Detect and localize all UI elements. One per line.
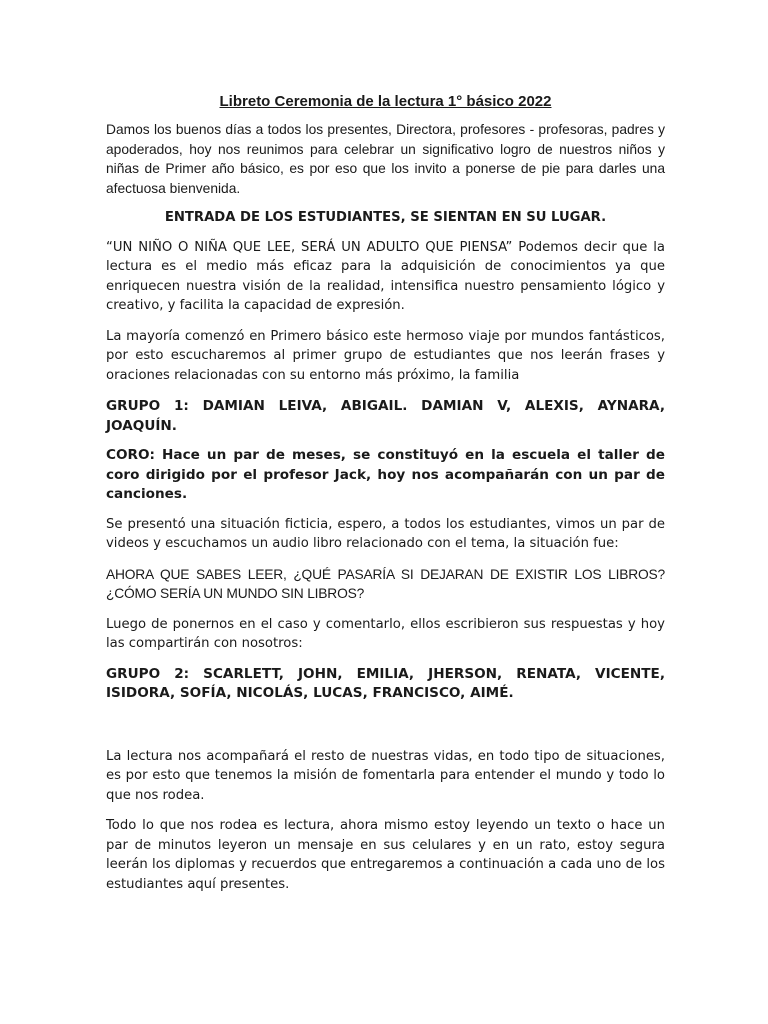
paragraph-welcome: Damos los buenos días a todos los presentes, Directora, profesores - profesoras, padres y apoderados, hoy nos reunimos para celebrar un significativo logro de nuestros niños y niñas de Primer año básico, es por eso que los invito a ponerse de pie para darles una afectuosa bienvenida. — [106, 122, 665, 196]
paragraph-students-entrance: ENTRADA DE LOS ESTUDIANTES, SE SIENTAN EN SU LUGAR. — [164, 210, 607, 225]
paragraph-reading-quote: “UN NIÑO O NIÑA QUE LEE, SERÁ UN ADULTO QUE PIENSA” Podemos decir que la lectura es el medio más eficaz para la adquisición de conocimientos ya que enriquecen nuestra visión de la realidad, intensifica nuestro pensamiento lógico y creativo, y facilita la capacidad de expresión. — [106, 239, 665, 313]
paragraph-first-grade-journey: La mayoría comenzó en Primero básico este hermoso viaje por mundos fantásticos, por esto escucharemos al primer grupo de estudiantes que nos leerán frases y oraciones relacionadas con su entorno más próximo, la familia — [106, 328, 665, 383]
paragraph-group-2: GRUPO 2: SCARLETT, JOHN, EMILIA, JHERSON, RENATA, VICENTE, ISIDORA, SOFÍA, NICOLÁS, LUCAS, FRANCISCO, AIMÉ. — [106, 665, 665, 701]
paragraph-choir: CORO: Hace un par de meses, se constituyó en la escuela el taller de coro dirigido por el profesor Jack, hoy nos acompañarán con un par de canciones. — [106, 447, 665, 502]
paragraph-reading-lifelong: La lectura nos acompañará el resto de nuestras vidas, en todo tipo de situaciones, es por esto que tenemos la misión de fomentarla para entender el mundo y todo lo que nos rodea. — [106, 748, 665, 803]
paragraph-group-1: GRUPO 1: DAMIAN LEIVA, ABIGAIL. DAMIAN V, ALEXIS, AYNARA, JOAQUÍN. — [106, 398, 665, 434]
paragraph-fictional-situation: Se presentó una situación ficticia, espero, a todos los estudiantes, vimos un par de videos y escuchamos un audio libro relacionado con el tema, la situación fue: — [106, 516, 665, 551]
paragraph-answers-intro: Luego de ponernos en el caso y comentarlo, ellos escribieron sus respuestas y hoy las compartirán con nosotros: — [106, 616, 665, 651]
document-title: Libreto Ceremonia de la lectura 1° básico 2022 — [219, 93, 552, 110]
paragraph-reading-everywhere: Todo lo que nos rodea es lectura, ahora mismo estoy leyendo un texto o hace un par de minutos leyeron un mensaje en sus celulares y en un rato, estoy segura leerán los diplomas y recuerdos que entregaremos a continuación a cada uno de los estudiantes aquí presentes. — [106, 818, 665, 892]
paragraph-question: AHORA QUE SABES LEER, ¿QUÉ PASARÍA SI DEJARAN DE EXISTIR LOS LIBROS? ¿CÓMO SERÍA UN MUNDO SIN LIBROS? — [106, 566, 665, 601]
